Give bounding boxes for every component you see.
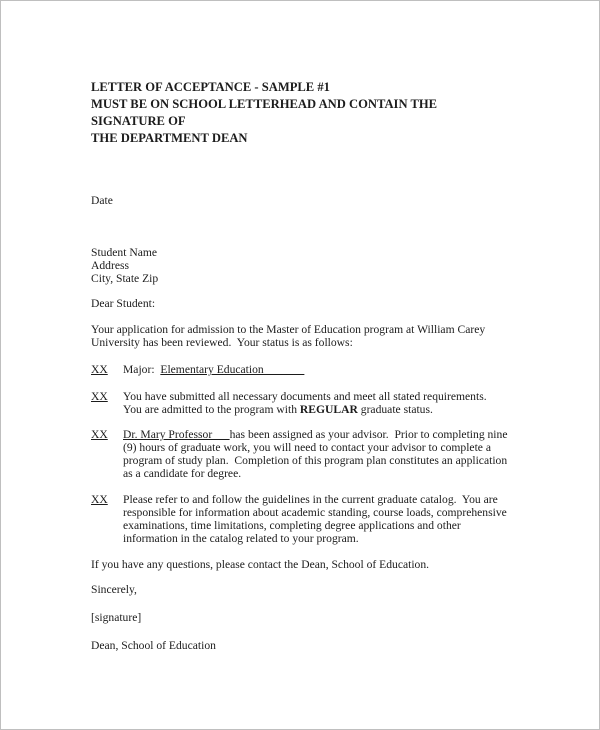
signer-title: Dean, School of Education [91,639,216,652]
checklist-item-major [91,363,509,376]
regular-status-emphasis: REGULAR [299,403,358,416]
closing-paragraph: If you have any questions, please contact the Dean, School of Education. [91,558,430,571]
checklist-item-documents [91,390,509,416]
header-line-instruction-2: THE DEPARTMENT DEAN [91,131,248,145]
documents-item-text [123,390,509,416]
letter-header [91,79,509,147]
header-line-instruction-1: MUST BE ON SCHOOL LETTERHEAD AND CONTAIN THE SIGNATURE OF [91,97,438,128]
advisor-name: Dr. Mary Professor [123,428,230,441]
letter-content [91,79,509,652]
advisor-item-text [123,428,509,480]
major-label: Major: [123,363,161,376]
checklist-item-advisor [91,428,509,480]
catalog-item-text: Please refer to and follow the guidelines in the current graduate catalog. You are responsible for information about academic standing, course loads, comprehensive examinations, time limitations, completing degree applications and other information in the catalog related to your program. [123,493,510,545]
intro-paragraph: Your application for admission to the Master of Education program at William Carey University has been reviewed. Your status is as follows: [91,323,489,349]
checklist-item-catalog [91,493,509,545]
advisor-text-rest: has been assigned as your advisor. Prior to completing nine (9) hours of graduate work, you will need to contact your advisor to complete a program of study plan. Completion of this program plan constitutes an application as a candidate for degree. [123,428,511,480]
major-value: Elementary Education_______ [160,363,305,376]
recipient-address-block [91,246,509,285]
major-item-text [123,363,509,376]
recipient-address: Address [91,259,129,272]
recipient-name: Student Name [91,246,158,259]
header-line-title: LETTER OF ACCEPTANCE - SAMPLE #1 [91,80,330,94]
signoff-sincerely: Sincerely, [91,583,137,596]
date-placeholder: Date [91,194,113,207]
documents-text-pre: You have submitted all necessary documents and meet all stated requirements. You are admitted to the program with [123,390,492,416]
xx-marker: XX [91,493,108,506]
recipient-city-state-zip: City, State Zip [91,272,159,285]
documents-text-post: graduate status. [357,403,433,416]
xx-marker: XX [91,390,108,403]
xx-marker: XX [91,428,108,441]
signature-placeholder: [signature] [91,611,142,624]
salutation: Dear Student: [91,297,156,310]
xx-marker: XX [91,363,108,376]
